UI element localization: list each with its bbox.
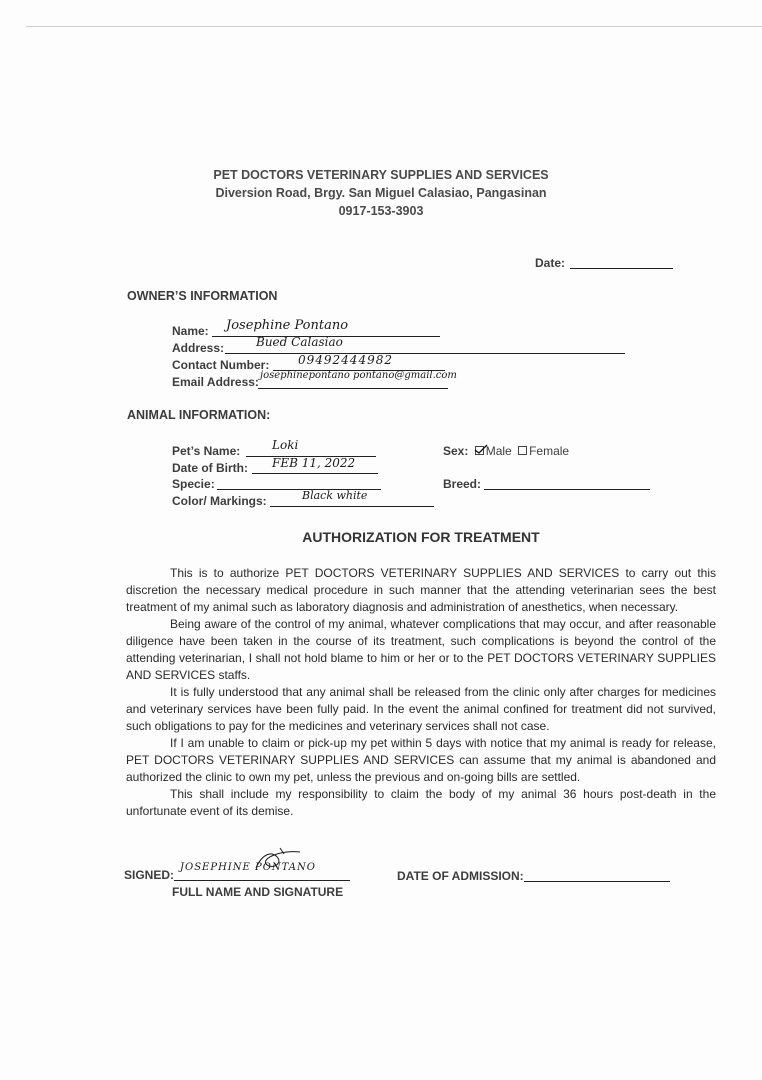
email-value[interactable]: josephinepontano pontano@gmail.com: [260, 370, 457, 381]
sex-label: Sex:: [443, 444, 469, 458]
scan-edge-line: [26, 26, 762, 27]
email-label: Email Address:: [172, 375, 259, 389]
female-checkbox[interactable]: [518, 446, 527, 455]
dob-value[interactable]: FEB 11, 2022: [272, 456, 356, 470]
authorization-paragraph: This shall include my responsibility to claim the body of my animal 36 hours post-death in the unfortunate event of its demise.: [126, 787, 716, 818]
breed-line[interactable]: [484, 489, 650, 490]
email-line: [258, 388, 448, 389]
signed-name-value[interactable]: JOSEPHINE PONTANO: [180, 862, 316, 873]
authorization-title: AUTHORIZATION FOR TREATMENT: [302, 529, 540, 545]
contact-number-label: Contact Number:: [172, 358, 270, 372]
date-of-admission-label: DATE OF ADMISSION:: [397, 869, 524, 883]
breed-label: Breed:: [443, 477, 482, 491]
pet-name-value[interactable]: Loki: [272, 438, 299, 452]
authorization-paragraph: It is fully understood that any animal shall be released from the clinic only after charges for medicines and veterinary services have been fully paid. In the event the animal confined for treatment did not survived, such obligations to pay for the medicines and veterinary services shall not case.: [126, 685, 716, 733]
male-checkbox[interactable]: [475, 446, 484, 455]
signature-line: [174, 880, 350, 881]
date-label: Date:: [535, 256, 566, 270]
animal-section-title: ANIMAL INFORMATION:: [127, 408, 271, 422]
authorization-body: [126, 565, 716, 820]
signed-label: SIGNED:: [124, 868, 175, 882]
owner-section-title: OWNER’S INFORMATION: [127, 289, 278, 303]
male-option-label: Male: [485, 444, 512, 458]
check-mark-icon: [474, 444, 488, 454]
sex-selector: [443, 444, 569, 458]
owner-address-label: Address:: [172, 341, 225, 355]
signature-caption: FULL NAME AND SIGNATURE: [172, 885, 344, 899]
owner-address-line: [225, 353, 625, 354]
owner-name-value[interactable]: Josephine Pontano: [226, 318, 349, 333]
specie-label: Specie:: [172, 477, 215, 491]
signature-scribble-icon: [250, 844, 310, 874]
authorization-paragraph: Being aware of the control of my animal, whatever complications that may occur, and after reasonable diligence have been taken in the course of its treatment, such complications is beyond the control of the attending veterinarian, I shall not hold blame to him or her or to the PET DOCTORS VETERINARY SUPPLIES AND SERVICES staffs.: [126, 617, 716, 682]
contact-number-value[interactable]: 09492444982: [298, 353, 393, 367]
color-markings-label: Color/ Markings:: [172, 494, 267, 508]
color-markings-value[interactable]: Black white: [302, 489, 368, 502]
clinic-address: Diversion Road, Brgy. San Miguel Calasiao, Pangasinan: [215, 186, 547, 200]
authorization-paragraph: If I am unable to claim or pick-up my pet within 5 days with notice that my animal is ready for release, PET DOCTORS VETERINARY SUPPLIES AND SERVICES can assume that my animal is abandoned and authorized the clinic to own my pet, unless the previous and on-going bills are settled.: [126, 736, 716, 784]
owner-address-value[interactable]: Bued Calasiao: [256, 335, 343, 349]
clinic-name: PET DOCTORS VETERINARY SUPPLIES AND SERVICES: [213, 168, 549, 182]
color-markings-line: [270, 506, 434, 507]
clinic-phone: 0917-153-3903: [338, 204, 424, 218]
owner-name-label: Name:: [172, 324, 209, 338]
pet-name-label: Pet’s Name:: [172, 444, 241, 458]
dob-label: Date of Birth:: [172, 461, 248, 475]
dob-line: [252, 473, 378, 474]
date-of-admission-line[interactable]: [524, 881, 670, 882]
authorization-paragraph: This is to authorize PET DOCTORS VETERINARY SUPPLIES AND SERVICES to carry out this discretion the necessary medical procedure in such manner that the attending veterinarian sees the best treatment of my animal such as laboratory diagnosis and administration of anesthetics, when necessary.: [126, 566, 716, 614]
female-option-label: Female: [529, 444, 570, 458]
date-field-line[interactable]: [570, 268, 673, 269]
